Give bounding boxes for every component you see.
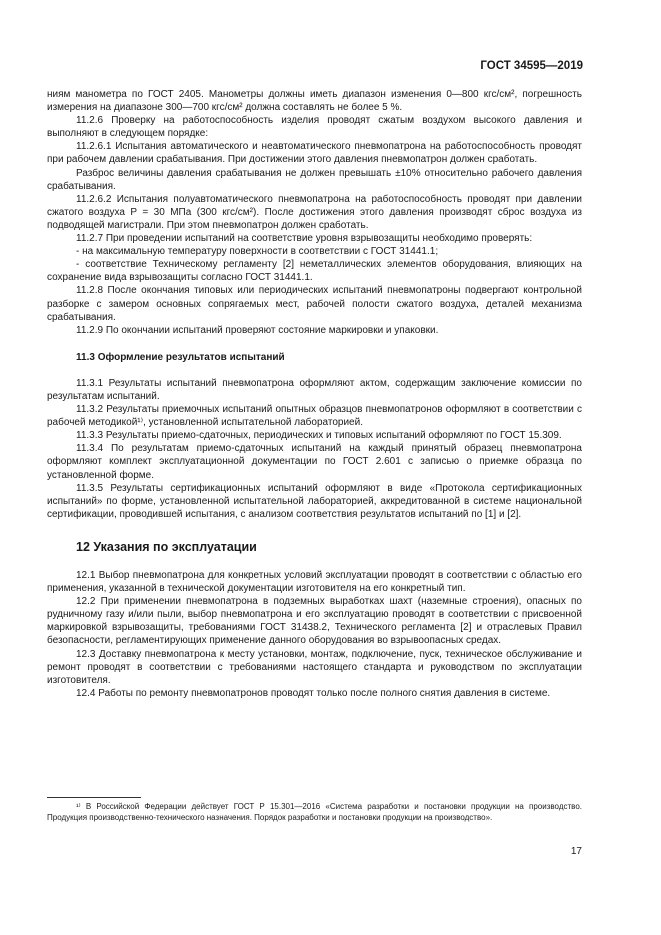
paragraph: 11.2.6.2 Испытания полуавтоматического пневмопатрона на работоспособность проводят при давлении сжатого воздуха P = 30 МПа (300 кгс/см²). После достижения этого давления производят сброс воздуха из подводящей магистрали. При этом пневмопатрон должен сработать. [47, 193, 582, 231]
paragraph: 11.2.8 После окончания типовых или периодических испытаний пневмопатроны подвергают контрольной разборке с замером основных сопрягаемых мест, рабочей полости сжатого воздуха, деталей механизма срабатывания. [47, 285, 582, 323]
paragraph: 11.3.1 Результаты испытаний пневмопатрона оформляют актом, содержащим заключение комиссии по результатам испытаний. [47, 377, 582, 402]
footnote [47, 801, 582, 823]
page-number: 17 [570, 846, 582, 857]
paragraph: 11.3.2 Результаты приемочных испытаний опытных образцов пневмопатронов оформляют в соответствии с рабочей методикой¹⁾, установленной испытательной лабораторией. [47, 404, 582, 429]
footnote-text: ¹⁾ В Российской Федерации действует ГОСТ Р 15.301—2016 «Система разработки и постановки продукции на производство. Продукция производственно-технического назначения. Порядок разработки и постановки продукции на производство». [47, 802, 582, 822]
paragraph: 12.1 Выбор пневмопатрона для конкретных условий эксплуатации проводят в соответствии с областью его применения, указанной в технической документации изготовителя на его конкретный тип. [47, 570, 582, 595]
paragraph: 11.3.5 Результаты сертификационных испытаний оформляют в виде «Протокола сертификационных испытаний» по форме, установленной испытательной лабораторией, аккредитованной в системе национальной сертификации, проводившей испытания, с анализом соответствия результатов испытаний по [1] и [2]. [47, 482, 582, 520]
paragraph: 12.3 Доставку пневмопатрона к месту установки, монтаж, подключение, пуск, техническое обслуживание и ремонт проводят в соответствии с требованиями настоящего стандарта и руководством по эксплуатации изготовителя. [47, 648, 582, 686]
section-heading: 12 Указания по эксплуатации [76, 539, 257, 554]
paragraph: 11.2.6.1 Испытания автоматического и неавтоматического пневмопатрона на работоспособность проводят при рабочем давлении срабатывания. При достижении этого давления пневмопатрон должен сработать. [47, 141, 582, 166]
section-heading: 11.3 Оформление результатов испытаний [76, 351, 285, 363]
paragraph: 11.3.3 Результаты приемо-сдаточных, периодических и типовых испытаний оформляют по ГОСТ 15.309. [76, 430, 562, 442]
paragraph: 12.2 При применении пневмопатрона в подземных выработках шахт (наземные строения), опасных по рудничному газу и/или пыли, выбор пневмопатрона и его эксплуатацию проводят в соответствии с присвоенной маркировкой взрывозащиты, требованиями ГОСТ 31438.2, Технического регламента [2] и отраслевых Правил безопасности, регламентирующих применение данного оборудования во взрывоопасных средах. [47, 596, 582, 647]
list-item: - на максимальную температуру поверхности в соответствии с ГОСТ 31441.1; [76, 246, 439, 258]
body-text [47, 88, 582, 700]
paragraph: 11.2.7 При проведении испытаний на соответствие уровня взрывозащиты необходимо проверять: [76, 233, 533, 245]
list-item: - соответствие Техническому регламенту [2] неметаллических элементов оборудования, влияющих на сохранение вида взрывозащиты согласно ГОСТ 31441.1. [47, 259, 582, 284]
standard-header: ГОСТ 34595—2019 [480, 60, 583, 72]
paragraph: 11.3.4 По результатам приемо-сдаточных испытаний на каждый принятый образец пневмопатрона оформляют комплект эксплуатационной документации по ГОСТ 2.601 с записью о приемке образца по установленной форме. [47, 443, 582, 481]
paragraph: 11.2.6 Проверку на работоспособность изделия проводят сжатым воздухом высокого давления и выполняют в следующем порядке: [47, 115, 582, 140]
paragraph: ниям манометра по ГОСТ 2405. Манометры должны иметь диапазон изменения 0—800 кгс/см², погрешность измерения на диапазоне 300—700 кгс/см² должна составлять не более 5 %. [47, 89, 582, 114]
paragraph: 12.4 Работы по ремонту пневмопатронов проводят только после полного снятия давления в системе. [76, 687, 551, 699]
footnote-divider [47, 797, 141, 798]
paragraph: Разброс величины давления срабатывания не должен превышать ±10% относительно рабочего давления срабатывания. [47, 167, 582, 192]
paragraph: 11.2.9 По окончании испытаний проверяют состояние маркировки и упаковки. [76, 324, 439, 336]
